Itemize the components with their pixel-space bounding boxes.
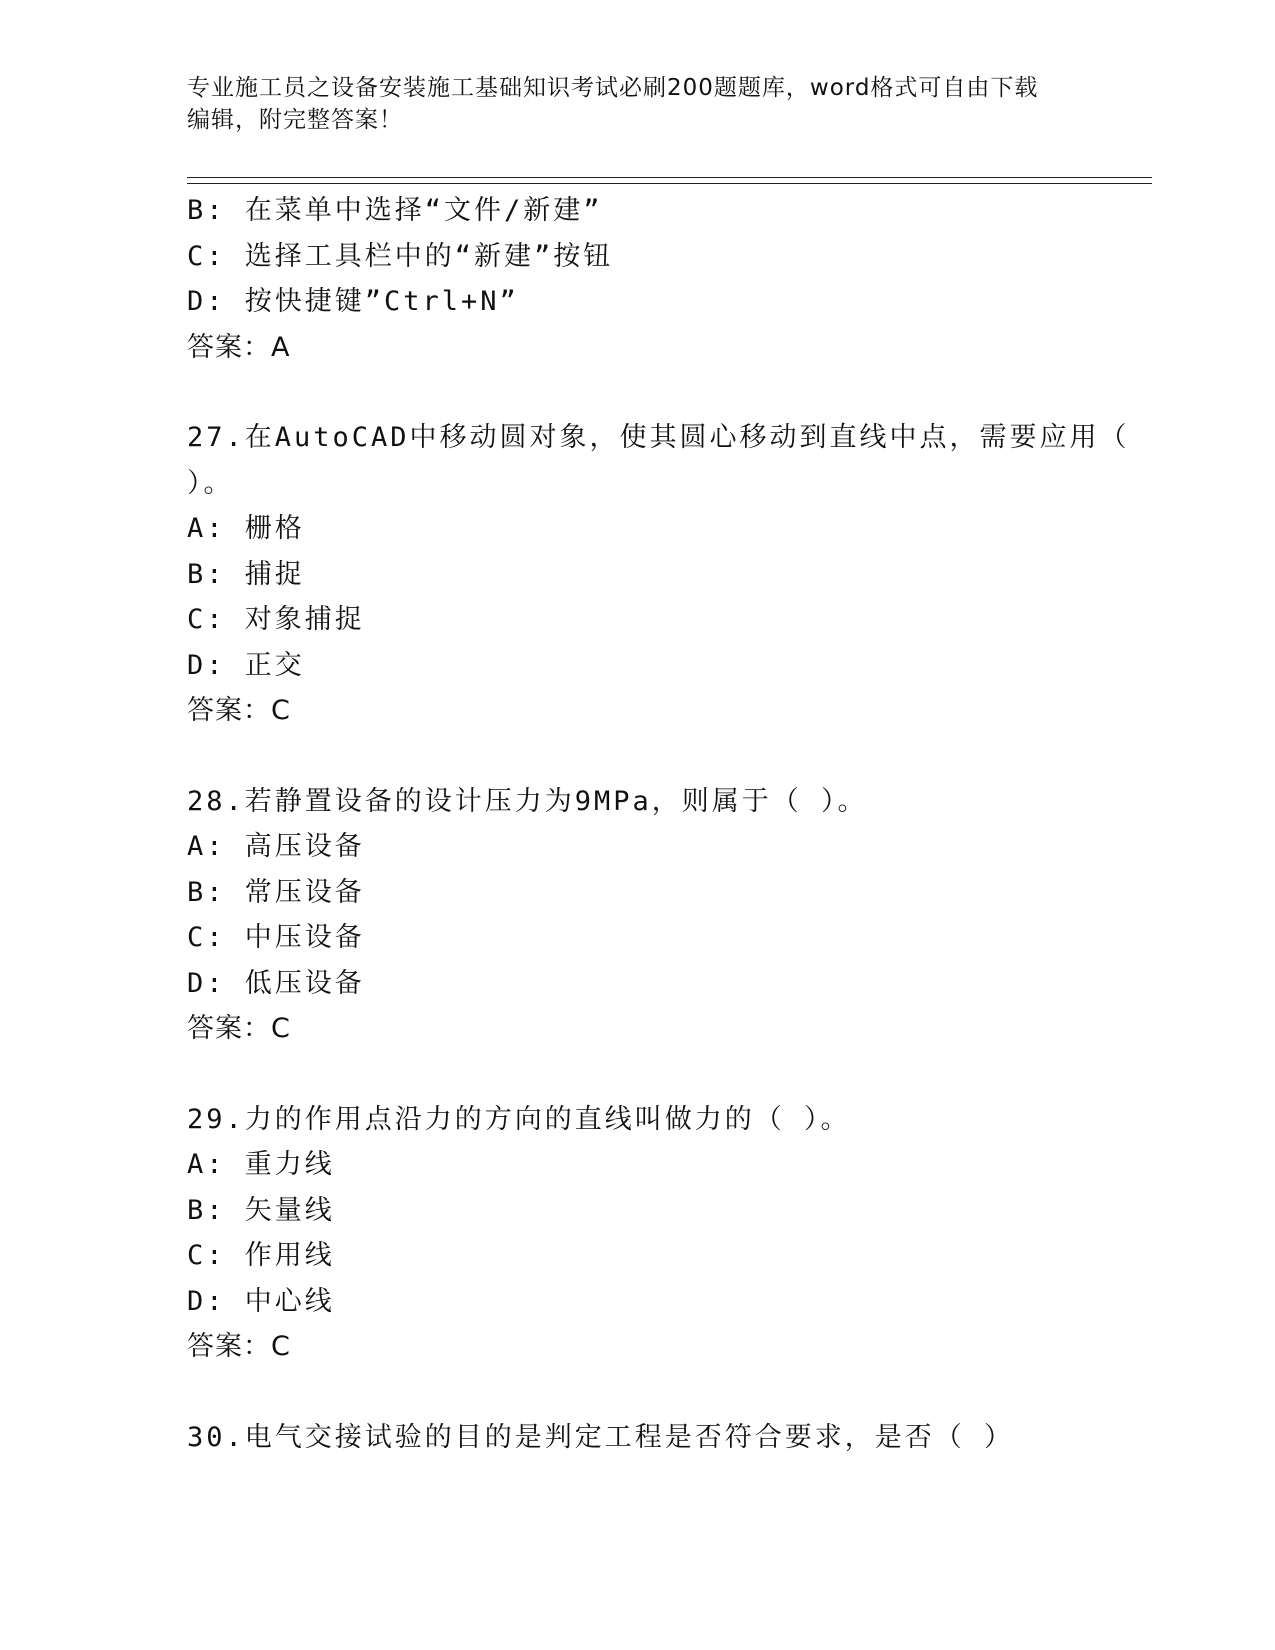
question-30-text: 30.电气交接试验的目的是判定工程是否符合要求，是否（ ） [187,1421,1015,1453]
header-title-line-2: 编辑，附完整答案！ [187,107,403,133]
question-28-block [187,779,1152,1052]
question-27-option-c: C: 对象捕捉 [187,604,365,635]
question-27-text-line-2: ）。 [187,467,234,499]
question-26-answer: 答案：A [187,331,291,363]
question-list [187,188,1152,1460]
question-27-text-line-1: 27.在AutoCAD中移动圆对象，使其圆心移动到直线中点，需要应用（ [187,422,1130,453]
question-29-block [187,1097,1152,1370]
question-26-option-c: C: 选择工具栏中的“新建”按钮 [187,240,614,272]
spacer [187,734,1152,779]
question-28-option-b: B: 常压设备 [187,876,365,908]
question-27-option-a: A: 栅格 [187,513,305,544]
question-29-text: 29.力的作用点沿力的方向的直线叫做力的（ ）。 [187,1103,851,1135]
question-28-answer: 答案：C [187,1013,291,1044]
spacer [187,370,1152,415]
question-28-option-c: C: 中压设备 [187,922,365,953]
question-27-block [187,415,1152,734]
question-27-option-d: D: 正交 [187,649,305,681]
question-27-answer: 答案：C [187,695,291,726]
spacer [187,1370,1152,1415]
spacer [187,1052,1152,1097]
question-29-option-d: D: 中心线 [187,1285,335,1317]
header-divider [187,177,1152,184]
question-26-option-b: B: 在菜单中选择“文件/新建” [187,195,603,226]
question-30-block [187,1415,1152,1461]
question-29-answer: 答案：C [187,1331,291,1362]
question-28-text: 28.若静置设备的设计压力为9MPa，则属于（ ）。 [187,785,868,817]
question-26-option-d: D: 按快捷键”Ctrl+N” [187,286,519,317]
question-26-block [187,188,1152,370]
question-28-option-d: D: 低压设备 [187,967,365,999]
question-28-option-a: A: 高压设备 [187,831,365,862]
question-29-option-b: B: 矢量线 [187,1194,335,1226]
question-27-option-b: B: 捕捉 [187,558,305,590]
question-29-option-a: A: 重力线 [187,1149,335,1180]
question-29-option-c: C: 作用线 [187,1240,335,1271]
header-title-line-1: 专业施工员之设备安装施工基础知识考试必刷200题题库，word格式可自由下载 [187,75,1039,101]
document-header [187,72,1067,136]
